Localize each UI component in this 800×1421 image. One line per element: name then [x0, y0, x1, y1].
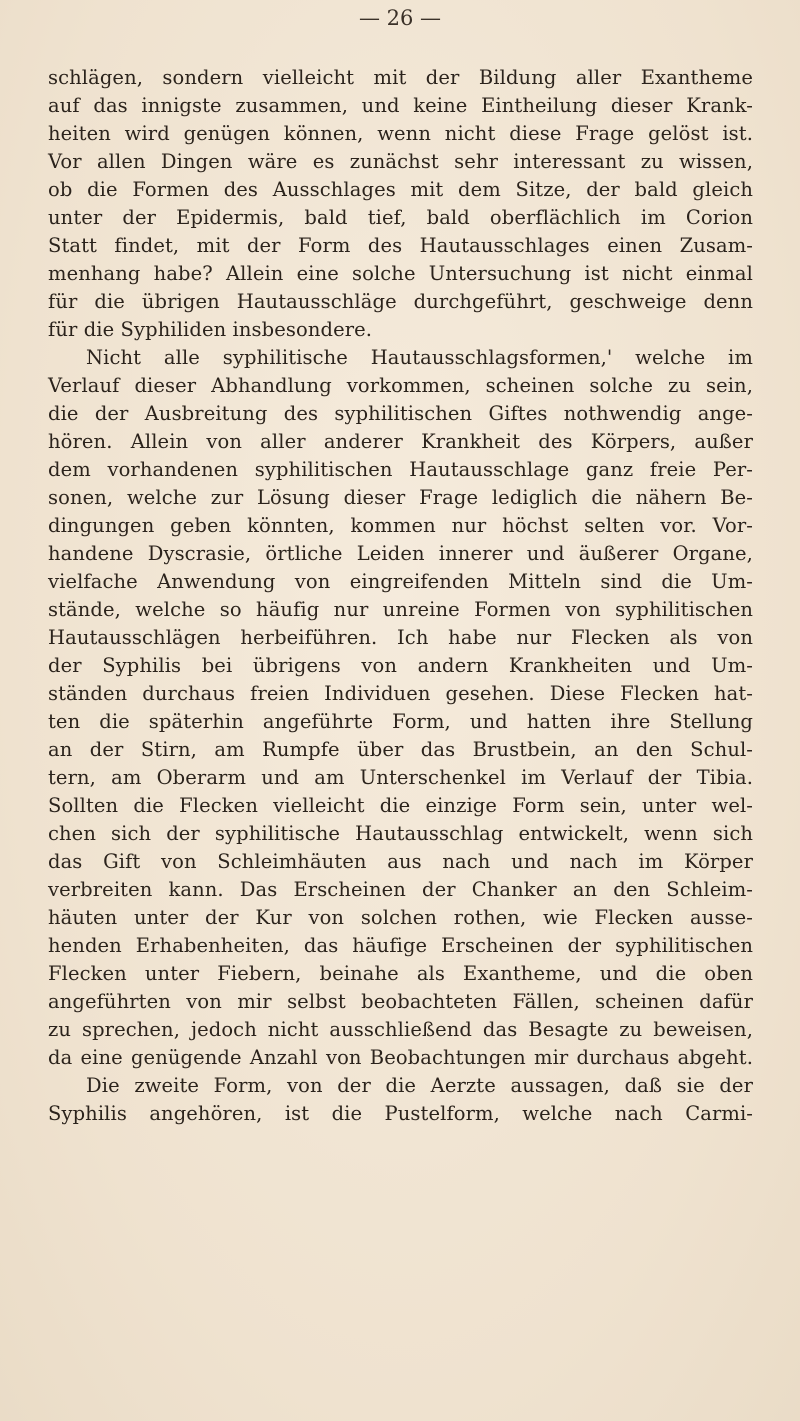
text-line: ständen durchaus freien Individuen gesehen. Diese Flecken hat- [48, 682, 753, 705]
text-line: für die übrigen Hautausschläge durchgeführt, geschweige denn [48, 290, 753, 313]
text-line: Flecken unter Fiebern, beinahe als Exantheme, und die oben [48, 962, 753, 985]
body-text [48, 64, 753, 1128]
text-line: angeführten von mir selbst beobachteten Fällen, scheinen dafür [48, 990, 753, 1013]
text-line: auf das innigste zusammen, und keine Eintheilung dieser Krank- [48, 94, 753, 117]
text-line: der Syphilis bei übrigens von andern Krankheiten und Um- [48, 654, 753, 677]
text-line: henden Erhabenheiten, das häufige Erscheinen der syphilitischen [48, 934, 753, 957]
text-line: menhang habe? Allein eine solche Untersuchung ist nicht einmal [48, 262, 753, 285]
text-line: tern, am Oberarm und am Unterschenkel im Verlauf der Tibia. [48, 766, 753, 789]
text-line: die der Ausbreitung des syphilitischen Giftes nothwendig ange- [48, 402, 753, 425]
text-line: handene Dyscrasie, örtliche Leiden innerer und äußerer Organe, [48, 542, 753, 565]
text-line: Die zweite Form, von der die Aerzte aussagen, daß sie der [86, 1074, 753, 1097]
text-line: chen sich der syphilitische Hautausschlag entwickelt, wenn sich [48, 822, 753, 845]
text-line: schlägen, sondern vielleicht mit der Bildung aller Exantheme [48, 66, 753, 89]
page-number: — 26 — [358, 6, 442, 30]
text-line: stände, welche so häufig nur unreine Formen von syphilitischen [48, 598, 753, 621]
text-line: an der Stirn, am Rumpfe über das Brustbein, an den Schul- [48, 738, 753, 761]
text-line: hören. Allein von aller anderer Krankheit des Körpers, außer [48, 430, 753, 453]
text-line: für die Syphiliden insbesondere. [48, 318, 373, 341]
text-line: Verlauf dieser Abhandlung vorkommen, scheinen solche zu sein, [48, 374, 753, 397]
text-line: heiten wird genügen können, wenn nicht diese Frage gelöst ist. [48, 122, 753, 145]
text-line: Syphilis angehören, ist die Pustelform, welche nach Carmi- [48, 1102, 753, 1125]
text-line: dem vorhandenen syphilitischen Hautausschlage ganz freie Per- [48, 458, 753, 481]
text-line: Sollten die Flecken vielleicht die einzige Form sein, unter wel- [48, 794, 753, 817]
text-line: sonen, welche zur Lösung dieser Frage lediglich die nähern Be- [48, 486, 753, 509]
text-line: häuten unter der Kur von solchen rothen, wie Flecken ausse- [48, 906, 753, 929]
text-line: Statt findet, mit der Form des Hautausschlages einen Zusam- [48, 234, 753, 257]
text-line: Vor allen Dingen wäre es zunächst sehr interessant zu wissen, [48, 150, 753, 173]
text-line: zu sprechen, jedoch nicht ausschließend das Besagte zu beweisen, [48, 1018, 753, 1041]
text-line: unter der Epidermis, bald tief, bald oberflächlich im Corion [48, 206, 753, 229]
text-line: Hautausschlägen herbeiführen. Ich habe nur Flecken als von [48, 626, 753, 649]
text-line: ob die Formen des Ausschlages mit dem Sitze, der bald gleich [48, 178, 753, 201]
text-line: vielfache Anwendung von eingreifenden Mitteln sind die Um- [48, 570, 753, 593]
text-line: Nicht alle syphilitische Hautausschlagsformen,' welche im [86, 346, 753, 369]
text-line: ten die späterhin angeführte Form, und hatten ihre Stellung [48, 710, 753, 733]
text-line: da eine genügende Anzahl von Beobachtungen mir durchaus abgeht. [48, 1046, 753, 1069]
text-line: dingungen geben könnten, kommen nur höchst selten vor. Vor- [48, 514, 753, 537]
text-line: das Gift von Schleimhäuten aus nach und nach im Körper [48, 850, 753, 873]
text-line: verbreiten kann. Das Erscheinen der Chanker an den Schleim- [48, 878, 753, 901]
